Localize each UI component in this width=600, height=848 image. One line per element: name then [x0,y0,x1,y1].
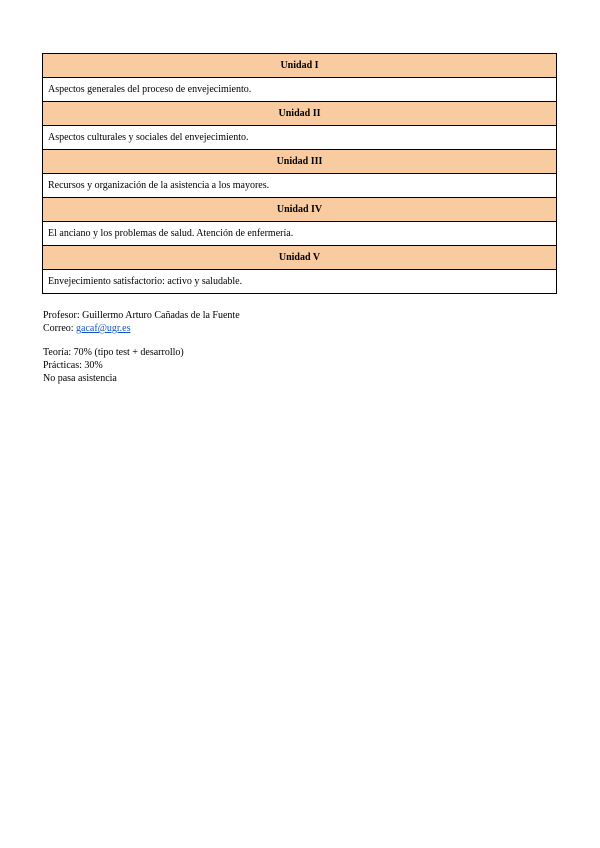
unit-header-row [43,54,557,78]
paragraph-spacer [43,335,563,346]
unit-description-row [43,126,557,150]
unit-description-row [43,78,557,102]
email-label: Correo: [43,323,77,334]
email-link[interactable]: gacaf@ugr.es [76,323,131,334]
unit-description: Aspectos culturales y sociales del envejecimiento. [43,126,557,150]
unit-title: Unidad V [43,246,557,270]
unit-description: Envejecimiento satisfactorio: activo y saludable. [43,270,557,294]
email-line [43,322,563,335]
theory-weight: Teoría: 70% (tipo test + desarrollo) [43,347,184,358]
unit-description: El anciano y los problemas de salud. Atención de enfermería. [43,222,557,246]
unit-description-row [43,270,557,294]
unit-title: Unidad IV [43,198,557,222]
unit-description: Recursos y organización de la asistencia a los mayores. [43,174,557,198]
unit-description-row [43,222,557,246]
professor-line [43,309,563,322]
unit-title: Unidad III [43,150,557,174]
unit-header-row [43,150,557,174]
unit-description: Aspectos generales del proceso de envejecimiento. [43,78,557,102]
course-info [43,309,563,385]
practice-weight: Prácticas: 30% [43,360,103,371]
professor-label: Profesor: [43,310,83,321]
attendance-note: No pasa asistencia [43,373,117,384]
professor-name: Guillermo Arturo Cañadas de la Fuente [82,310,240,321]
unit-header-row [43,198,557,222]
unit-title: Unidad I [43,54,557,78]
unit-title: Unidad II [43,102,557,126]
unit-description-row [43,174,557,198]
unit-header-row [43,102,557,126]
unit-header-row [43,246,557,270]
units-table [42,53,557,294]
